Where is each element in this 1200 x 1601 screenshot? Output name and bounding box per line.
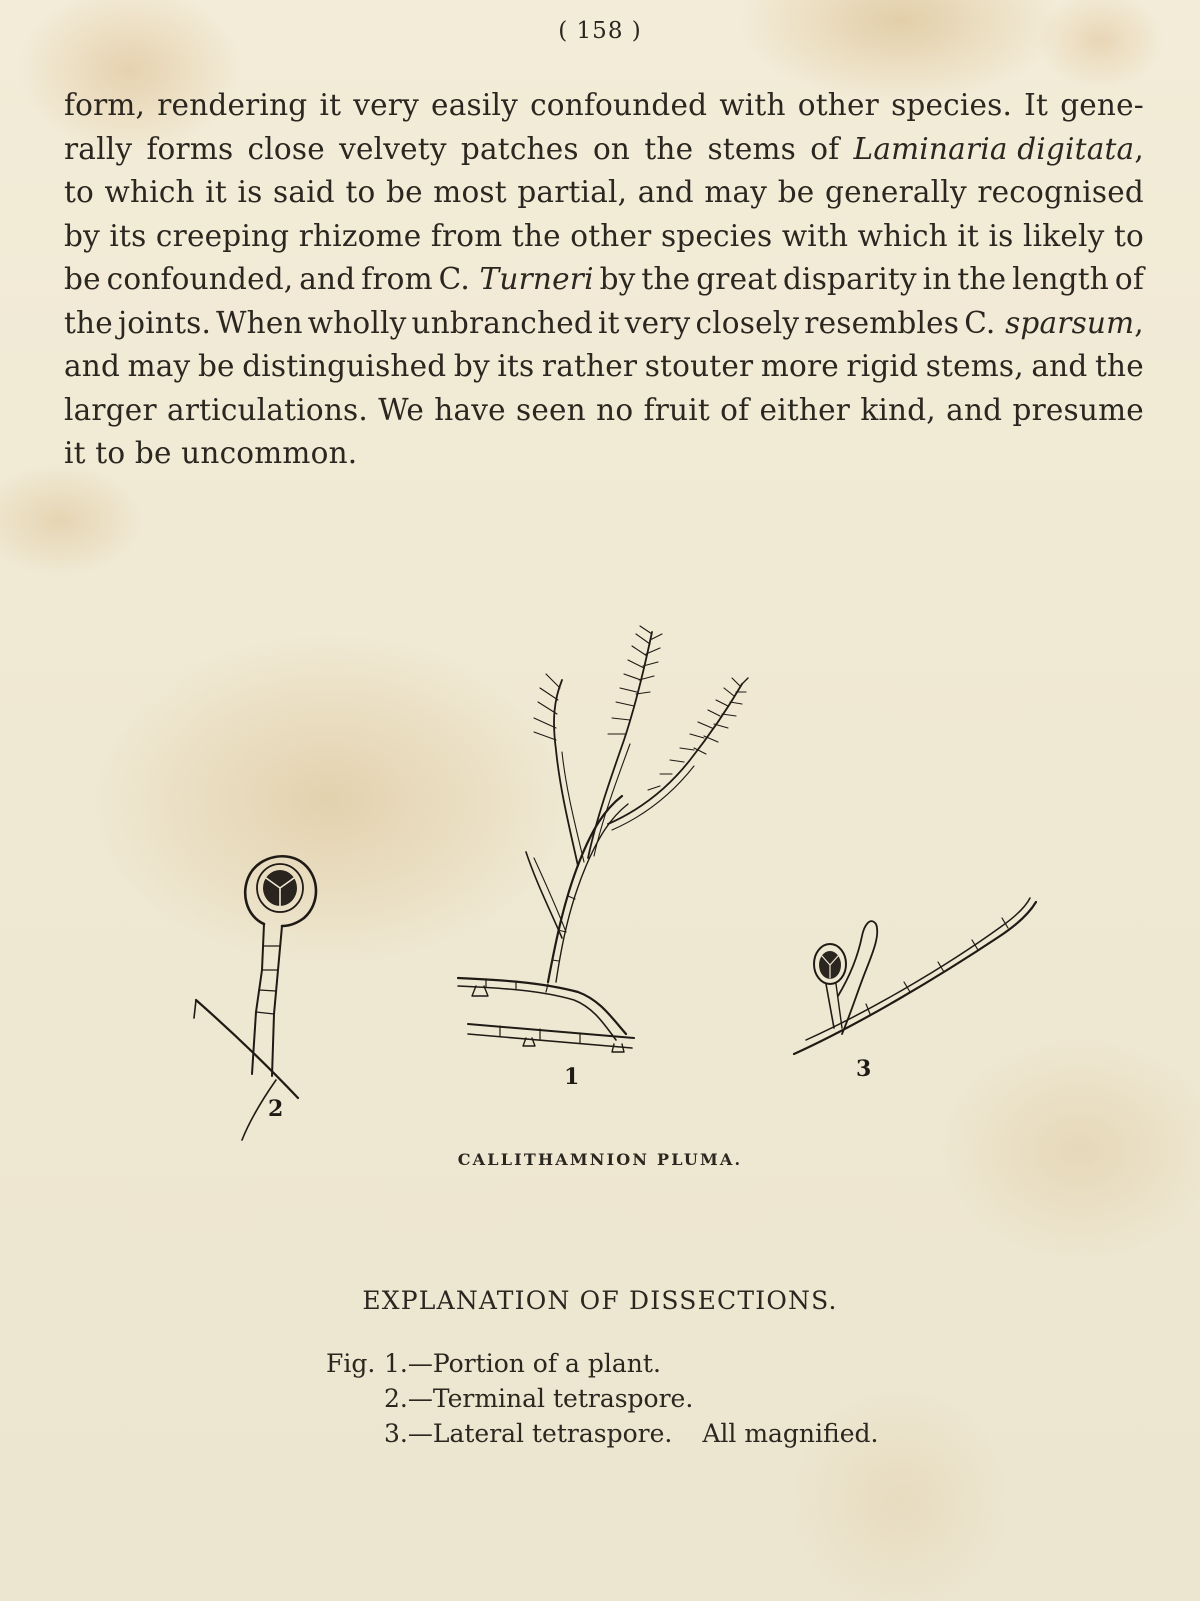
text-line xyxy=(64,302,1144,346)
text-word: by xyxy=(453,349,490,383)
text-word: and xyxy=(299,262,356,296)
text-word: disparity xyxy=(782,262,917,296)
text-word: to xyxy=(64,175,95,209)
text-word: have xyxy=(434,392,506,427)
text-word: which xyxy=(104,175,195,209)
text-word: stems, xyxy=(925,349,1024,383)
text-word: from xyxy=(430,218,503,253)
text-word: velvety xyxy=(339,131,447,166)
explanation-item xyxy=(326,1346,878,1381)
text-word: close xyxy=(247,131,325,166)
figure-3-lateral-tetraspore xyxy=(794,898,1036,1082)
text-word: fruit xyxy=(643,392,710,427)
text-word: more xyxy=(760,349,839,383)
text-word: rather xyxy=(541,349,638,383)
text-word: be xyxy=(385,175,423,209)
text-word: on xyxy=(592,131,631,166)
magnification-note: All magnified. xyxy=(702,1419,879,1448)
text-word: most xyxy=(433,175,507,209)
text-word: resembles xyxy=(804,305,960,340)
text-word: wholly xyxy=(307,305,407,340)
text-word: of xyxy=(720,392,750,427)
text-word: likely xyxy=(1022,218,1105,253)
text-word: be xyxy=(197,349,235,383)
text-word: We xyxy=(378,392,424,427)
text-word: species xyxy=(660,218,773,253)
figure-label-3: 3 xyxy=(856,1056,872,1082)
text-word: larger xyxy=(64,392,157,427)
text-word: the xyxy=(644,131,694,166)
text-line xyxy=(64,215,1144,259)
text-word: it xyxy=(597,305,620,340)
text-word: in xyxy=(922,262,952,296)
explanation-item-text: 2.—Terminal tetraspore. xyxy=(384,1384,694,1413)
text-line xyxy=(64,345,1144,389)
illustration-svg xyxy=(0,620,1200,1160)
explanation-item-text: 3.—Lateral tetraspore. xyxy=(384,1419,673,1448)
text-word: generally xyxy=(824,175,967,209)
text-line xyxy=(64,389,1144,433)
text-word: is xyxy=(237,175,263,209)
explanation-list xyxy=(326,1346,878,1451)
text-word: confounded, xyxy=(106,262,294,296)
text-word: seen xyxy=(516,392,586,427)
text-word: very xyxy=(353,88,419,122)
text-word: very xyxy=(624,305,691,340)
text-word: C. sparsum, xyxy=(964,305,1144,340)
text-line xyxy=(64,84,1144,128)
text-word: and xyxy=(637,175,694,209)
text-word: to xyxy=(1113,218,1144,253)
text-word: by xyxy=(599,262,636,296)
text-word: it xyxy=(319,88,342,122)
text-word: forms xyxy=(146,131,234,166)
text-word: It xyxy=(1024,88,1049,122)
explanation-item xyxy=(326,1381,878,1416)
text-word: Laminaria digitata, xyxy=(853,131,1144,166)
text-word: no xyxy=(596,392,634,427)
text-word: patches xyxy=(460,131,579,166)
text-word: form, xyxy=(64,88,146,122)
text-word: the xyxy=(511,218,561,253)
text-word: the xyxy=(64,305,113,340)
fig-prefix: Fig. xyxy=(326,1349,376,1378)
text-word: the xyxy=(1094,349,1144,383)
explanation-heading: EXPLANATION OF DISSECTIONS. xyxy=(362,1286,838,1315)
text-word: and xyxy=(1031,349,1088,383)
text-word: creeping xyxy=(155,218,290,253)
text-word: is xyxy=(988,218,1014,253)
text-word: gene- xyxy=(1060,88,1144,122)
text-word: with xyxy=(781,218,849,253)
text-word: C. Turneri xyxy=(438,262,594,296)
text-word: said xyxy=(273,175,335,209)
text-word: by xyxy=(64,218,100,253)
text-word: kind, xyxy=(860,392,936,427)
text-line xyxy=(64,432,1144,476)
body-text xyxy=(64,84,1144,476)
text-line xyxy=(64,171,1144,215)
text-word: rhizome xyxy=(298,218,422,253)
text-word: rigid xyxy=(846,349,919,383)
text-word: stems xyxy=(707,131,797,166)
text-word: its xyxy=(109,218,147,253)
text-word: with xyxy=(719,88,786,122)
text-line xyxy=(64,128,1144,172)
text-word: to xyxy=(345,175,376,209)
text-word: it xyxy=(205,175,227,209)
figure-1-plant xyxy=(458,626,748,1090)
text-word: joints. xyxy=(117,305,212,340)
text-word: of xyxy=(1114,262,1144,296)
text-word: from xyxy=(361,262,433,296)
text-word: its xyxy=(497,349,535,383)
text-word: recognised xyxy=(977,175,1144,209)
explanation-item xyxy=(326,1416,878,1451)
text-word: other xyxy=(797,88,879,122)
explanation-item-text: 1.—Portion of a plant. xyxy=(384,1349,661,1378)
text-word: When xyxy=(216,305,303,340)
text-word: presume xyxy=(1012,392,1144,427)
text-word: it xyxy=(957,218,980,253)
text-word: be xyxy=(777,175,815,209)
text-word: of xyxy=(810,131,840,166)
text-word: which xyxy=(857,218,948,253)
text-word: closely xyxy=(695,305,800,340)
text-word: either xyxy=(759,392,851,427)
text-word: species. xyxy=(891,88,1013,122)
text-word: unbranched xyxy=(411,305,593,340)
text-word: may xyxy=(704,175,768,209)
text-word: length xyxy=(1012,262,1109,296)
text-word: the xyxy=(641,262,691,296)
figure-caption: CALLITHAMNION PLUMA. xyxy=(457,1150,743,1169)
text-word: the xyxy=(957,262,1007,296)
text-word: easily xyxy=(431,88,518,122)
text-word: rally xyxy=(64,131,133,166)
text-word: confounded xyxy=(530,88,708,122)
figure-label-1: 1 xyxy=(564,1064,580,1090)
figure-2-terminal-tetraspore xyxy=(194,856,316,1140)
text-word: distinguished xyxy=(242,349,447,383)
text-word: articulations. xyxy=(167,392,368,427)
text-word: rendering xyxy=(157,88,308,122)
figure-label-2: 2 xyxy=(268,1096,284,1122)
text-word: stouter xyxy=(644,349,754,383)
text-word: it to be uncommon. xyxy=(64,436,358,470)
text-word: and xyxy=(946,392,1003,427)
text-word: other xyxy=(570,218,652,253)
text-word: and xyxy=(64,349,121,383)
text-line xyxy=(64,258,1144,302)
botanical-illustration xyxy=(0,620,1200,1160)
text-word: partial, xyxy=(517,175,628,209)
text-word: great xyxy=(696,262,778,296)
page-number: ( 158 ) xyxy=(558,18,642,44)
text-word: may xyxy=(127,349,191,383)
text-word: be xyxy=(64,262,101,296)
